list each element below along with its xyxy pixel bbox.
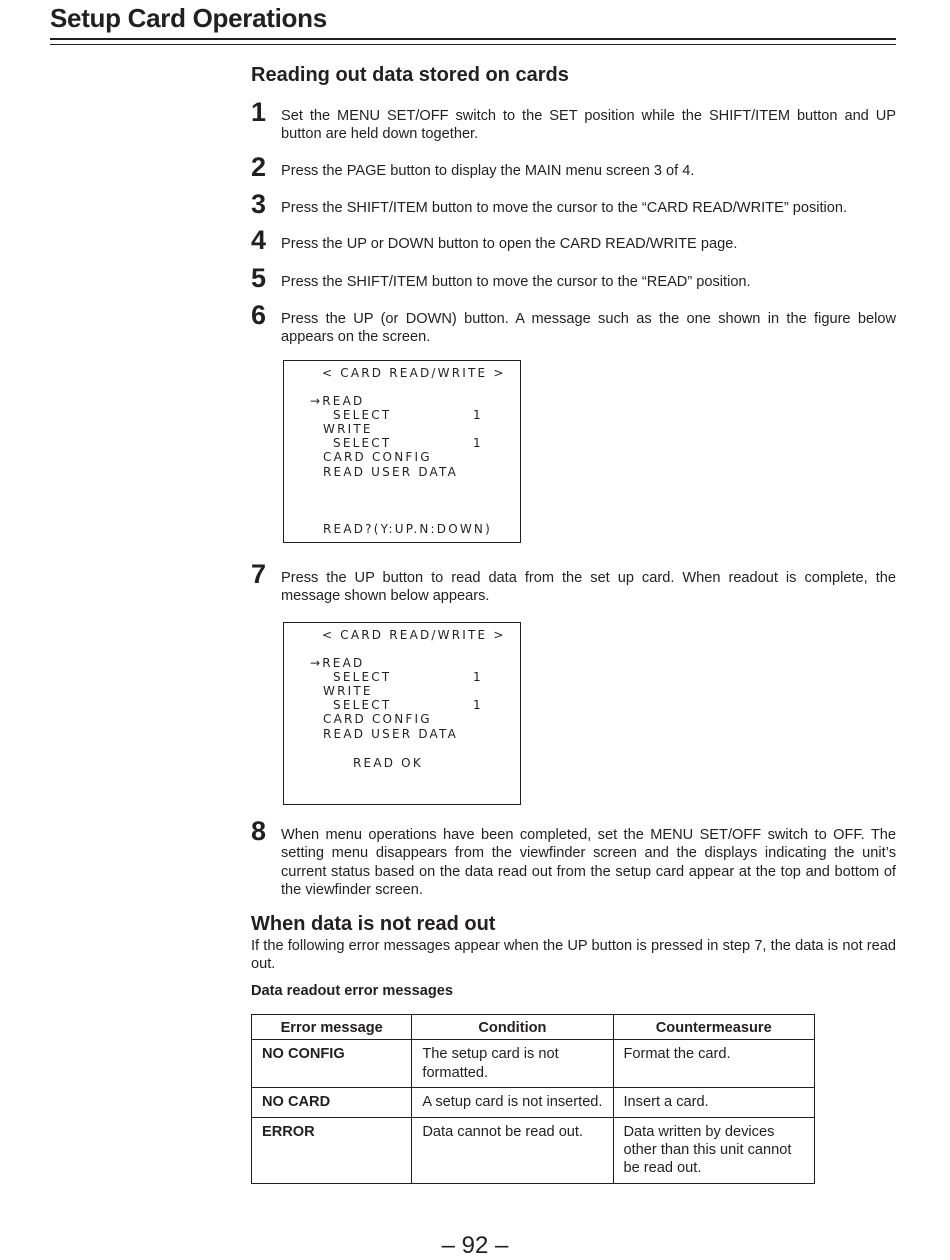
screen-item-read: →READ xyxy=(310,394,365,408)
step-text: Press the SHIFT/ITEM button to move the cursor to the “READ” position. xyxy=(281,274,751,290)
condition-cell: The setup card is not formatted. xyxy=(412,1040,613,1088)
screen-item-read-user-data: READ USER DATA xyxy=(323,727,459,741)
error-message-cell: NO CONFIG xyxy=(252,1040,412,1088)
countermeasure-cell: Format the card. xyxy=(613,1040,815,1088)
screen-item-select: SELECT xyxy=(333,408,392,422)
screen-item-read: →READ xyxy=(310,656,365,670)
column-header: Condition xyxy=(412,1015,613,1040)
error-messages-table xyxy=(251,1014,815,1184)
table-row xyxy=(252,1088,815,1117)
step-text: Press the UP or DOWN button to open the CARD READ/WRITE page. xyxy=(281,236,738,252)
step-text: Set the MENU SET/OFF switch to the SET position while the SHIFT/ITEM button and UP button are held down together. xyxy=(281,108,896,143)
screen-item-card-config: CARD CONFIG xyxy=(323,450,432,464)
step-number: 8 xyxy=(251,816,267,846)
screen-title: < CARD READ/WRITE > xyxy=(322,366,506,380)
screen-value: 1 xyxy=(473,436,483,450)
step-text: Press the PAGE button to display the MAIN menu screen 3 of 4. xyxy=(281,163,695,179)
screen-item-select: SELECT xyxy=(333,698,392,712)
step-number: 5 xyxy=(251,263,267,293)
section-heading-not-read: When data is not read out xyxy=(251,913,496,935)
screen-item-write: WRITE xyxy=(323,684,373,698)
step-text: Press the SHIFT/ITEM button to move the cursor to the “CARD READ/WRITE” position. xyxy=(281,200,848,216)
viewfinder-screen-read-prompt xyxy=(283,360,521,543)
step-number: 7 xyxy=(251,559,267,589)
screen-title: < CARD READ/WRITE > xyxy=(322,628,506,642)
screen-value: 1 xyxy=(473,670,483,684)
section-heading-reading: Reading out data stored on cards xyxy=(251,64,569,86)
screen-value: 1 xyxy=(473,408,483,422)
step-number: 2 xyxy=(251,152,267,182)
step-number: 4 xyxy=(251,225,267,255)
screen-item-select: SELECT xyxy=(333,436,392,450)
page-number: – 92 – xyxy=(441,1232,509,1259)
screen-message: READ OK xyxy=(353,756,423,770)
screen-item-write: WRITE xyxy=(323,422,373,436)
countermeasure-cell: Insert a card. xyxy=(613,1088,815,1117)
viewfinder-screen-read-ok xyxy=(283,622,521,805)
step-text: Press the UP button to read data from the set up card. When readout is complete, the message shown below appears. xyxy=(281,570,896,605)
screen-item-card-config: CARD CONFIG xyxy=(323,712,432,726)
step-number: 6 xyxy=(251,300,267,330)
screen-message: READ?(Y:UP.N:DOWN) xyxy=(323,522,492,536)
step-number: 1 xyxy=(251,97,267,127)
title-rule-thick xyxy=(50,38,896,40)
condition-cell: A setup card is not inserted. xyxy=(412,1088,613,1117)
title-rule-thin xyxy=(50,44,896,45)
condition-cell: Data cannot be read out. xyxy=(412,1117,613,1183)
error-message-cell: ERROR xyxy=(252,1117,412,1183)
page-title: Setup Card Operations xyxy=(50,3,327,33)
column-header: Error message xyxy=(252,1015,412,1040)
countermeasure-cell: Data written by devices other than this unit cannot be read out. xyxy=(613,1117,815,1183)
step-number: 3 xyxy=(251,189,267,219)
table-row xyxy=(252,1117,815,1183)
error-message-cell: NO CARD xyxy=(252,1088,412,1117)
screen-item-read-user-data: READ USER DATA xyxy=(323,465,459,479)
step-text: When menu operations have been completed, set the MENU SET/OFF switch to OFF. The setting menu disappears from the viewfinder screen and the displays indicating the unit’s current status based on the data read out from the setup card appear at the top and bottom of the viewfinder screen. xyxy=(281,827,896,899)
table-header-row xyxy=(252,1015,815,1040)
table-row xyxy=(252,1040,815,1088)
screen-item-select: SELECT xyxy=(333,670,392,684)
column-header: Countermeasure xyxy=(613,1015,815,1040)
table-title: Data readout error messages xyxy=(251,983,453,999)
screen-value: 1 xyxy=(473,698,483,712)
step-text: Press the UP (or DOWN) button. A message such as the one shown in the figure below appears on the screen. xyxy=(281,311,896,346)
section-intro: If the following error messages appear when the UP button is pressed in step 7, the data is not read out. xyxy=(251,938,896,973)
